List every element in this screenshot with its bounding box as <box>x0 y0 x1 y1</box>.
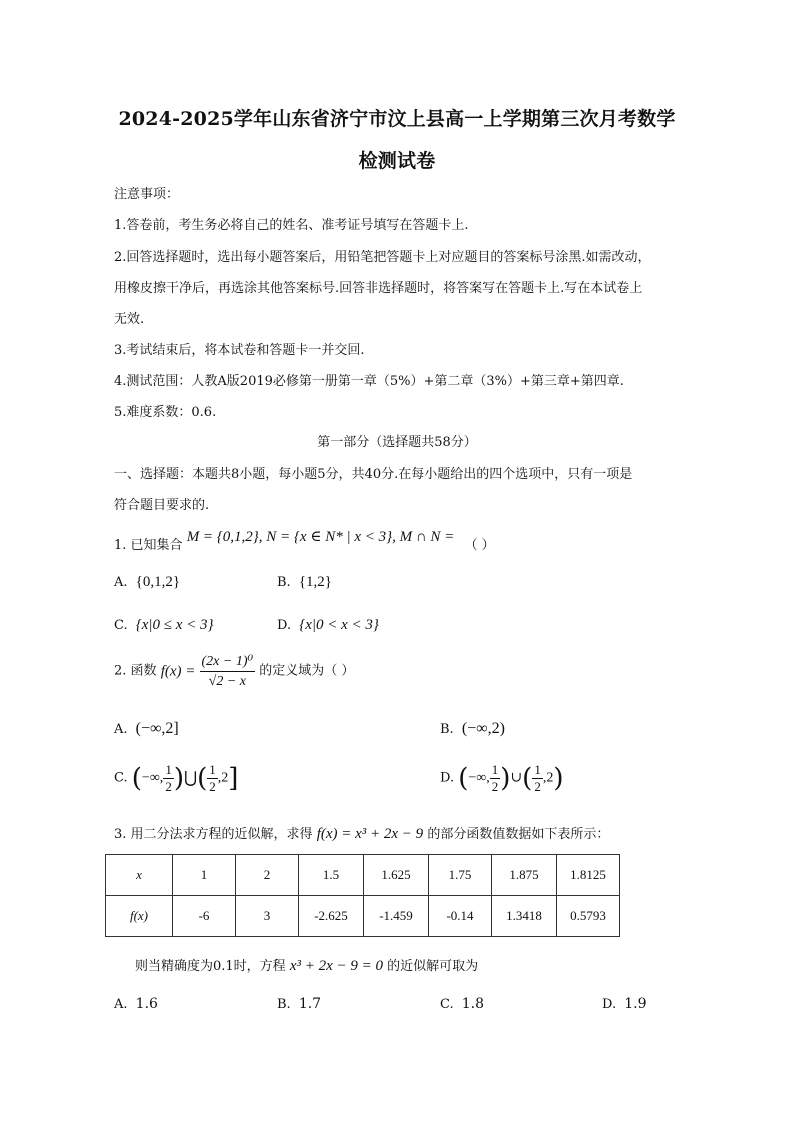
q2-option-c-two: ,2 <box>217 770 229 786</box>
q3-option-b <box>277 995 321 1014</box>
q2-option-d-paren-open: ( <box>458 763 469 794</box>
q2-d-half-2-num: 1 <box>534 762 541 777</box>
q2-d-half-2-den: 2 <box>534 779 541 794</box>
table-cell: 1.8125 <box>557 855 620 896</box>
q2-option-c-paren-close: ) <box>173 763 184 794</box>
table-cell: 2 <box>236 855 299 896</box>
q3-option-b-label: B. <box>277 997 291 1012</box>
q3-option-c-label: C. <box>440 997 454 1012</box>
table-row <box>106 896 620 937</box>
q2-prefix: 2. 函数 <box>114 663 157 679</box>
part1-heading: 第一部分（选择题共58分） <box>317 435 477 450</box>
q2-d-half-1-den: 2 <box>491 779 499 794</box>
notice-item-2-line2: 用橡皮擦干净后，再选涂其他答案标号.回答非选择题时，将答案写在答题卡上.写在本试卷上 <box>114 281 643 296</box>
q3-follow-prefix: 则当精确度为0.1时，方程 <box>135 959 286 974</box>
q3-value-table <box>105 854 620 937</box>
q2-c-half-2-num: 1 <box>209 762 216 777</box>
table-cell: 1 <box>173 855 236 896</box>
q1-option-b <box>277 573 332 592</box>
q3-option-a-label: A. <box>114 997 128 1012</box>
exam-title-line2: 检测试卷 <box>358 150 436 172</box>
question-2-stem <box>114 652 354 691</box>
q2-option-c-union: ⋃ <box>183 769 198 787</box>
table-row <box>106 855 620 896</box>
q2-option-a-label: A. <box>114 722 128 737</box>
q3-formula: f(x) = x³ + 2x − 9 <box>316 826 424 842</box>
q3-option-c <box>440 995 484 1014</box>
table-header-f: f(x) <box>106 896 173 937</box>
q3-followup <box>135 957 478 976</box>
q2-option-b-value: (−∞,2) <box>461 720 505 737</box>
q1-formula: M = {0,1,2}, N = {x ∈ N* | x < 3}, M ∩ N = <box>186 529 455 545</box>
q3-prefix: 3. 用二分法求方程的近似解，求得 <box>114 827 313 842</box>
q2-option-a <box>114 720 179 739</box>
q2-function: f(x) = <box>160 663 196 680</box>
question-1-stem <box>114 529 495 555</box>
notice-item-2-line1: 2.回答选择题时，选出每小题答案后，用铅笔把答题卡上对应题目的答案标号涂黑.如需改动， <box>114 250 651 265</box>
notice-item-4: 4.测试范围：人教A版2019必修第一册第一章（5%）+第二章（3%）+第三章+第四章. <box>114 374 624 389</box>
q1-option-c-label: C. <box>114 618 128 633</box>
q1-option-c-value: {x|0 ≤ x < 3} <box>135 617 214 633</box>
q2-denominator: √2 − x <box>208 674 246 689</box>
q2-option-b-label: B. <box>440 722 454 737</box>
table-cell: -0.14 <box>429 896 492 937</box>
q2-option-d-paren-open-2: ( <box>522 763 533 794</box>
q1-option-a-label: A. <box>114 575 128 590</box>
notice-item-3: 3.考试结束后，将本试卷和答题卡一并交回. <box>114 343 365 358</box>
notice-item-1: 1.答卷前，考生务必将自己的姓名、准考证号填写在答题卡上. <box>114 218 469 233</box>
q2-option-b <box>440 720 505 739</box>
q2-c-half-1-den: 2 <box>165 779 172 794</box>
notice-item-2-line3: 无效. <box>114 312 145 327</box>
q2-option-c <box>114 762 238 795</box>
q2-option-d-label: D. <box>440 770 455 786</box>
q2-option-c-paren-open: ( <box>131 763 142 794</box>
q3-follow-formula: x³ + 2x − 9 = 0 <box>289 958 384 974</box>
q2-option-d-paren-close-2: ) <box>553 763 564 794</box>
q3-option-d-value: 1.9 <box>624 996 647 1012</box>
q2-option-c-half-2 <box>207 762 218 795</box>
table-cell: 0.5793 <box>557 896 620 937</box>
table-cell: 1.75 <box>429 855 492 896</box>
question-3-stem <box>114 825 609 844</box>
q2-option-d <box>440 762 563 795</box>
q2-option-d-neg-inf: −∞, <box>468 770 490 786</box>
q3-option-b-value: 1.7 <box>298 996 322 1012</box>
notice-item-5: 5.难度系数：0.6. <box>114 405 217 420</box>
table-cell: -2.625 <box>299 896 364 937</box>
q2-option-d-union: ∪ <box>510 770 523 786</box>
q2-option-c-bracket-close: ] <box>228 763 239 794</box>
q1-option-a-value: {0,1,2} <box>135 574 181 590</box>
section-instruction-line2: 符合题目要求的. <box>114 498 210 513</box>
q1-option-c <box>114 616 214 635</box>
q3-suffix: 的部分函数值数据如下表所示： <box>427 827 610 842</box>
exam-title-line1: 2024-2025学年山东省济宁市汶上县高一上学期第三次月考数学 <box>118 108 676 130</box>
q2-c-half-1-num: 1 <box>165 762 172 777</box>
q3-option-a <box>114 995 158 1014</box>
q2-d-half-1-num: 1 <box>491 762 499 777</box>
section-instruction-line1: 一、选择题：本题共8小题，每小题5分，共40分.在每小题给出的四个选项中，只有一项是 <box>114 467 633 482</box>
notice-heading: 注意事项： <box>114 187 180 202</box>
q3-option-d <box>602 995 647 1014</box>
q1-option-a <box>114 573 180 592</box>
table-cell: -6 <box>173 896 236 937</box>
table-cell: -1.459 <box>364 896 429 937</box>
q1-option-b-value: {1,2} <box>298 574 332 590</box>
table-cell: 1.625 <box>364 855 429 896</box>
table-header-x: x <box>106 855 173 896</box>
q3-option-d-label: D. <box>602 997 617 1012</box>
q1-option-b-label: B. <box>277 575 291 590</box>
table-cell: 1.3418 <box>492 896 557 937</box>
q2-option-c-label: C. <box>114 770 128 786</box>
table-cell: 3 <box>236 896 299 937</box>
q2-option-d-paren-close: ) <box>500 763 511 794</box>
q2-option-d-half-2 <box>532 762 543 795</box>
q3-option-c-value: 1.8 <box>461 996 485 1012</box>
q3-follow-suffix: 的近似解可取为 <box>387 959 479 974</box>
q2-suffix: 的定义域为（ ） <box>259 663 355 679</box>
q2-fraction <box>200 652 256 691</box>
q3-option-a-value: 1.6 <box>135 996 158 1012</box>
q1-option-d <box>277 616 379 635</box>
q1-option-d-label: D. <box>277 618 292 633</box>
q2-option-d-half-1 <box>490 762 501 795</box>
q2-option-a-value: (−∞,2] <box>135 720 179 737</box>
q2-c-half-2-den: 2 <box>209 779 216 794</box>
q1-prefix: 1. 已知集合 <box>114 538 183 553</box>
q2-option-d-two: ,2 <box>542 770 554 786</box>
table-cell: 1.5 <box>299 855 364 896</box>
q1-answer-blank: （ ） <box>464 538 495 553</box>
q2-option-c-half-1 <box>163 762 174 795</box>
q2-option-c-paren-open-2: ( <box>197 763 208 794</box>
table-cell: 1.875 <box>492 855 557 896</box>
q2-option-c-neg-inf: −∞, <box>141 770 164 786</box>
q2-numerator: (2x − 1)⁰ <box>200 652 256 672</box>
q1-option-d-value: {x|0 < x < 3} <box>299 617 379 633</box>
